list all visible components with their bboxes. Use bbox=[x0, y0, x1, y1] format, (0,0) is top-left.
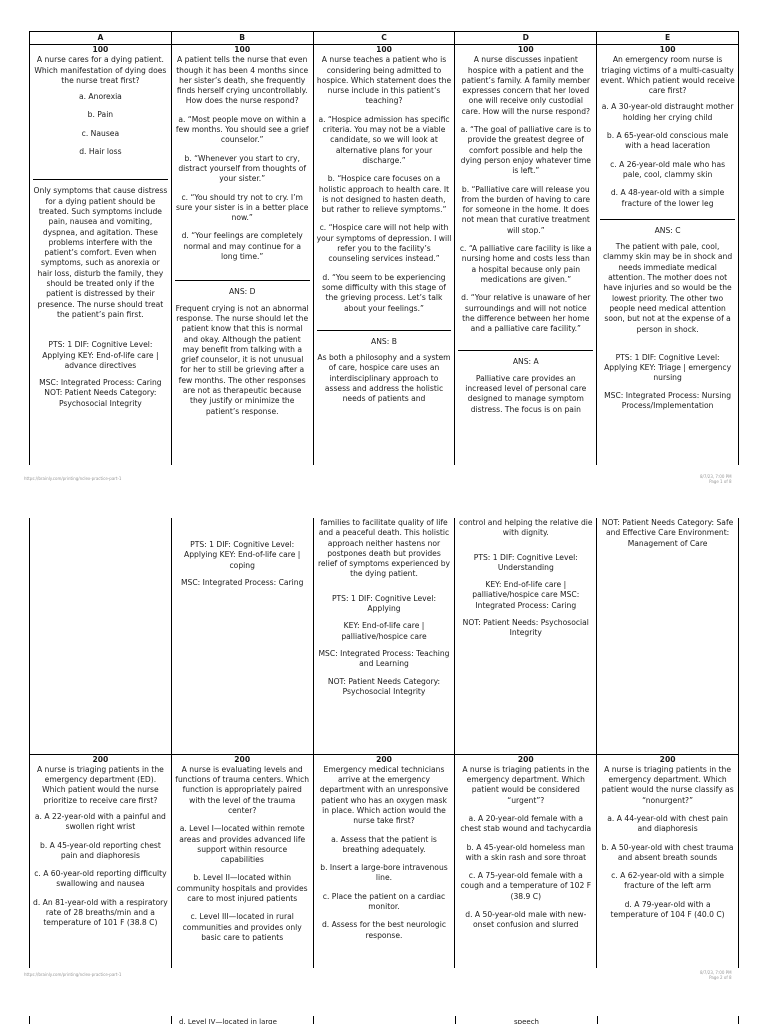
option-a: a. A 44-year-old with chest pain and diaphoresis bbox=[607, 813, 728, 834]
points-label: 200 bbox=[517, 754, 534, 764]
option-a: a. A 22-year-old with a painful and swollen right wrist bbox=[34, 811, 166, 832]
question-cell[interactable] bbox=[455, 45, 597, 465]
option-b: b. “Hospice care focuses on a holistic approach to health care. It is not designed to hasten death, but rather to relieve symptoms.” bbox=[318, 174, 450, 215]
continuation-cell bbox=[171, 518, 313, 754]
question-cell[interactable] bbox=[313, 754, 455, 968]
question-text: A nurse discusses inpatient hospice with a patient and the patient’s family. A family member expresses concern that her loved one will receive only custodial care. How will the nurse respond? bbox=[461, 55, 591, 116]
question-text: A nurse teaches a patient who is considering being admitted to hospice. Which statement does the nurse include in this patient’s teaching? bbox=[316, 55, 452, 106]
rationale-continued: control and helping the relative die with dignity. bbox=[459, 518, 593, 538]
meta-msc: MSC: Integrated Process: Caring NOT: Patient Needs Category: Psychosocial Integrity bbox=[39, 378, 162, 408]
question-grid-page2 bbox=[29, 518, 739, 968]
points-label: 100 bbox=[659, 45, 676, 54]
option-c: c. Level III—located in rural communities and provides only basic care to patients bbox=[182, 912, 302, 942]
question-cell[interactable] bbox=[313, 45, 455, 465]
option-a: a. Level I—located within remote areas and provides advanced life support within resource capabilities bbox=[179, 824, 306, 865]
question-text: A nurse is triaging patients in the emergency department. Which patient would be considered “urgent”? bbox=[462, 764, 590, 805]
question-text: A nurse is evaluating levels and functions of trauma centers. Which function is appropriately paired with the level of the trauma center? bbox=[175, 764, 310, 815]
option-d: d. “Your feelings are completely normal and may continue for a long time.” bbox=[181, 231, 303, 262]
meta-pts: PTS: 1 DIF: Cognitive Level: Understanding bbox=[473, 552, 578, 572]
option-a: a. A 20-year-old female with a chest stab wound and tachycardia bbox=[460, 813, 592, 834]
question-cell[interactable] bbox=[30, 45, 172, 465]
meta-msc: MSC: Integrated Process: Nursing Process/Implementation bbox=[604, 390, 732, 411]
page3-grid-top bbox=[29, 1016, 739, 1024]
answer-label: ANS: C bbox=[654, 225, 681, 235]
rationale-text: Frequent crying is not an abnormal response. The nurse should let the patient know that this is normal and okay. Although the patient may benefit from talking with a grief counselor, it is not unusual for her to still be grieving after a few months. The other responses are not as therapeutic because they justify or minimize the patient’s response. bbox=[175, 303, 309, 416]
option-b: b. Insert a large-bore intravenous line. bbox=[320, 863, 448, 883]
option-a: a. A 30-year-old distraught mother holding her crying child bbox=[601, 102, 734, 122]
answer-label: ANS: D bbox=[228, 287, 256, 297]
points-label: 100 bbox=[517, 45, 534, 54]
option-a: a. “Hospice admission has specific criteria. You may not be a viable candidate, so we will look at alternative plans for your discharge.” bbox=[318, 114, 450, 165]
meta-key: KEY: End-of-life care | palliative/hospice care bbox=[341, 621, 427, 641]
continuation-cell bbox=[597, 518, 739, 754]
rationale-text: Only symptoms that cause distress for a dying patient should be treated. Such symptoms include pain, nausea and vomiting, dyspnea, and agitation. These problems interfere with the patient’s comfort. Even when symptoms, such as anorexia or hair loss, disturb the family, they should be treated only if the patient is distressed by their presence. The nurse should treat the patient’s pain first. bbox=[33, 186, 168, 319]
question-cell[interactable] bbox=[597, 45, 739, 465]
option-b: b. A 50-year-old with chest trauma and absent breath sounds bbox=[601, 842, 734, 862]
meta-not: NOT: Patient Needs: Psychosocial Integrity bbox=[462, 618, 589, 638]
question-cell[interactable] bbox=[171, 754, 313, 968]
page1-footer-url[interactable]: https://brainly.com/printing/nclex-practice-part-1 bbox=[24, 476, 122, 481]
question-cell[interactable] bbox=[597, 754, 739, 968]
option-d: d. Assess for the best neurologic response. bbox=[321, 920, 447, 940]
option-d: d. A 50-year-old male with new-onset confusion and slurred bbox=[465, 910, 587, 930]
meta-pts: PTS: 1 DIF: Cognitive Level: Applying KEY: End-of-life care | coping bbox=[184, 540, 301, 570]
question-grid-page1 bbox=[29, 31, 739, 465]
rationale-text: Palliative care provides an increased level of personal care designed to manage symptom distress. The focus is on pain bbox=[465, 373, 587, 414]
option-d: d. Hair loss bbox=[79, 147, 122, 157]
points-label: 100 bbox=[234, 45, 251, 54]
column-header-c: C bbox=[313, 32, 455, 45]
rationale-text: As both a philosophy and a system of care, hospice care uses an interdisciplinary approach to assess and address the holistic needs of patients and bbox=[317, 353, 451, 404]
question-cell[interactable] bbox=[30, 754, 172, 968]
question-text: A nurse cares for a dying patient. Which manifestation of dying does the nurse treat first? bbox=[34, 55, 167, 85]
continuation-cell bbox=[313, 518, 455, 754]
option-c: c. “You should try not to cry. I’m sure your sister is in a better place now.” bbox=[175, 192, 309, 223]
option-b: b. Pain bbox=[87, 110, 114, 120]
option-a: a. Assess that the patient is breathing adequately. bbox=[331, 834, 437, 854]
continuation-cell bbox=[30, 518, 172, 754]
meta-pts: PTS: 1 DIF: Cognitive Level: Applying bbox=[331, 593, 437, 614]
option-c: c. A 62-year-old with a simple fracture of the left arm bbox=[611, 871, 725, 891]
meta-pts: PTS: 1 DIF: Cognitive Level: Applying KEY: Triage | emergency nursing bbox=[604, 352, 732, 383]
continuation-cell bbox=[455, 518, 597, 754]
meta-msc: MSC: Integrated Process: Caring bbox=[180, 577, 304, 587]
points-label: 200 bbox=[376, 754, 392, 764]
question-cell[interactable] bbox=[455, 754, 597, 968]
meta-not: NOT: Patient Needs Category: Psychosocial Integrity bbox=[327, 676, 441, 696]
question-text: An emergency room nurse is triaging victims of a multi-casualty event. Which patient would receive care first? bbox=[600, 55, 735, 96]
points-label: 100 bbox=[92, 45, 109, 54]
column-header-b: B bbox=[171, 32, 313, 45]
option-d: d. “You seem to be experiencing some difficulty with this stage of the grieving process. Let’s talk about your feelings.” bbox=[322, 272, 446, 313]
column-header-a: A bbox=[30, 32, 172, 45]
option-a: a. “Most people move on within a few months. You should see a grief counselor.” bbox=[175, 114, 309, 145]
option-b: b. Level II—located within community hospitals and provides care to most injured patients bbox=[176, 873, 308, 904]
question-text: Emergency medical technicians arrive at the emergency department with an unresponsive patient who has an oxygen mask in place. Which action would the nurse take first? bbox=[319, 764, 449, 826]
answer-label: ANS: B bbox=[371, 336, 397, 346]
points-label: 200 bbox=[659, 754, 676, 764]
option-d: d. An 81-year-old with a respiratory rate of 28 breaths/min and a temperature of 101 F (38.8 C) bbox=[33, 897, 168, 928]
option-c: c. Place the patient on a cardiac monitor. bbox=[322, 891, 446, 912]
page2-footer-date: 8/7/23, 7:00 PM Page 2 of 8 bbox=[700, 970, 732, 980]
rationale-continued: families to facilitate quality of life and a peaceful death. This holistic approach neither hastens nor postpones death but provides relief of symptoms experienced by the dying patient. bbox=[317, 518, 451, 579]
meta-pts: PTS: 1 DIF: Cognitive Level: Applying KEY: End-of-life care | advance directives bbox=[42, 340, 159, 370]
points-label: 200 bbox=[92, 754, 109, 764]
option-c: c. Nausea bbox=[81, 128, 120, 138]
option-c: c. A 26-year-old male who has pale, cool, clammy skin bbox=[610, 159, 726, 179]
points-label: 100 bbox=[376, 45, 392, 54]
column-header-d: D bbox=[455, 32, 597, 45]
option-b: b. A 45-year-old homeless man with a skin rash and sore throat bbox=[465, 842, 587, 862]
rationale-text: The patient with pale, cool, clammy skin may be in shock and needs immediate medical attention. The mother does not have injuries and so would be the lowest priority. The other two people need medical attention soon, but not at the expense of a person in shock. bbox=[602, 242, 733, 334]
option-b: b. “Palliative care will release you from the burden of having to care for someone in the home. It does not mean that curative treatment will stop.” bbox=[461, 184, 591, 235]
option-a: a. “The goal of palliative care is to provide the greatest degree of comfort possible and help the dying person enjoy whatever time is left.” bbox=[460, 125, 591, 176]
question-text: A nurse is triaging patients in the emergency department (ED). Which patient would the nurse prioritize to receive care first? bbox=[36, 764, 164, 805]
option-c: c. “Hospice care will not help with your symptoms of depression. I will refer you to the facility’s counseling services instead.” bbox=[316, 223, 452, 264]
meta-not: NOT: Patient Needs Category: Safe and Effective Care Environment: Management of Care bbox=[601, 518, 734, 548]
option-d: d. A 79-year-old with a temperature of 104 F (40.0 C) bbox=[610, 899, 725, 920]
page2-footer-url[interactable]: https://brainly.com/printing/nclex-practice-part-1 bbox=[24, 972, 122, 977]
page3-fragment-d: speech bbox=[514, 1018, 539, 1024]
meta-key: KEY: End-of-life care | palliative/hospice care MSC: Integrated Process: Caring bbox=[472, 580, 580, 610]
column-header-e: E bbox=[597, 32, 739, 45]
option-c: c. “A palliative care facility is like a nursing home and costs less than a hospital because only pain medications are given.” bbox=[459, 244, 592, 284]
question-cell[interactable] bbox=[171, 45, 313, 465]
option-b: b. A 65-year-old conscious male with a head laceration bbox=[606, 131, 729, 151]
page3-fragment-b: d. Level IV—located in large bbox=[179, 1018, 277, 1024]
option-a: a. Anorexia bbox=[78, 92, 122, 102]
option-c: c. A 75-year-old female with a cough and a temperature of 102 F (38.9 C) bbox=[460, 871, 592, 901]
points-label: 200 bbox=[234, 754, 251, 764]
answer-label: ANS: A bbox=[512, 357, 539, 367]
option-d: d. A 48-year-old with a simple fracture of the lower leg bbox=[610, 188, 725, 208]
question-text: A patient tells the nurse that even though it has been 4 months since her sister’s death, she frequently finds herself crying uncontrollably. How does the nurse respond? bbox=[176, 55, 309, 106]
option-c: c. A 60-year-old reporting difficulty swallowing and nausea bbox=[34, 869, 167, 889]
option-d: d. “Your relative is unaware of her surroundings and will not notice the difference between her home and a palliative care facility.” bbox=[461, 293, 591, 334]
meta-msc: MSC: Integrated Process: Teaching and Learning bbox=[318, 648, 450, 669]
page1-footer-date: 8/7/23, 7:00 PM Page 1 of 8 bbox=[700, 474, 732, 484]
option-b: b. A 45-year-old reporting chest pain and diaphoresis bbox=[40, 840, 161, 860]
question-text: A nurse is triaging patients in the emergency department. Which patient would the nurse classify as “nonurgent?” bbox=[601, 764, 734, 805]
option-b: b. “Whenever you start to cry, distract yourself from thoughts of your sister.” bbox=[178, 153, 307, 184]
